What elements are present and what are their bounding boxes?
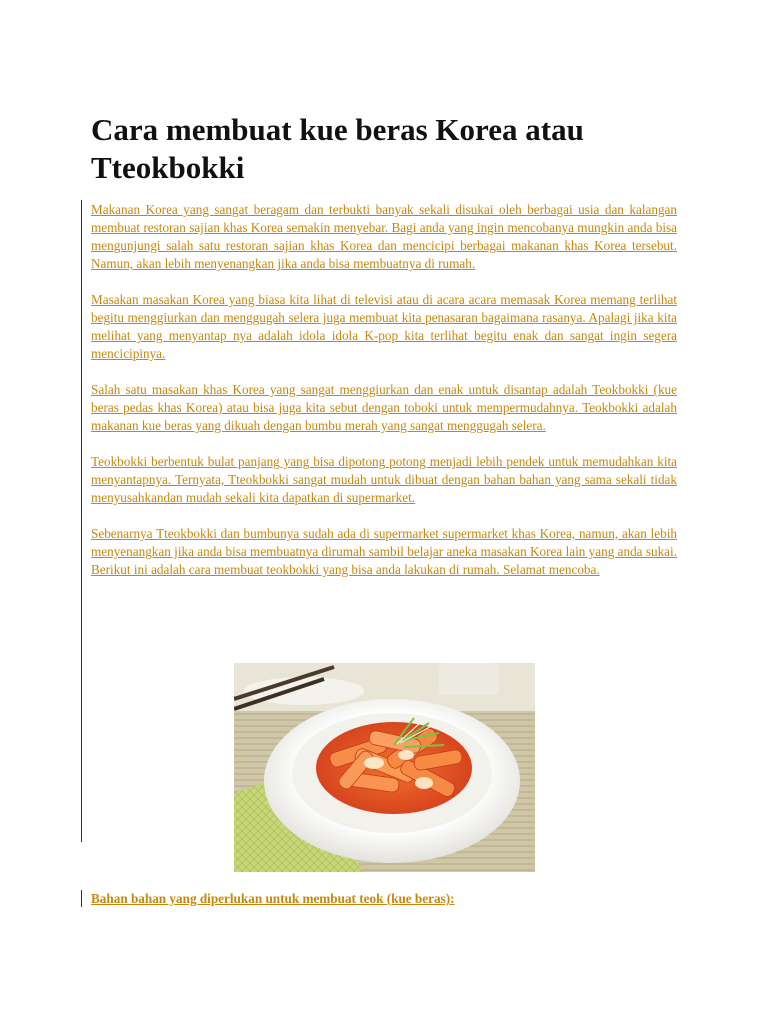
paragraph-teokbokki[interactable]: Salah satu masakan khas Korea yang sangat menggiurkan dan enak untuk disantap adalah Teokbokki (kue beras pedas khas Korea) atau bisa juga kita sebut dengan toboki untuk mempermudahnya. Teokbokki adalah makanan kue beras yang dikuah dengan bumbu merah yang sangat menggugah selera. — [91, 382, 677, 433]
change-bar — [81, 200, 82, 842]
paragraph-shape[interactable]: Teokbokki berbentuk bulat panjang yang bisa dipotong potong menjadi lebih pendek untuk memudahkan kita menyantapnya. Ternyata, Tteokbokki sangat mudah untuk dibuat dengan bahan bahan yang sama sekali tidak menyusahkandan mudah sekali kita dapatkan di supermarket. — [91, 454, 677, 505]
tteokbokki-photo — [234, 663, 535, 872]
tteokbokki-image — [234, 663, 535, 872]
ingredients-heading[interactable]: Bahan bahan yang diperlukan untuk membuat teok (kue beras): — [91, 891, 455, 906]
change-bar-subheading — [81, 890, 82, 907]
body-text — [91, 201, 677, 597]
paragraph-supermarket[interactable]: Sebenarnya Tteokbokki dan bumbunya sudah ada di supermarket supermarket khas Korea, namun, akan lebih menyenangkan jika anda bisa membuatnya dirumah sambil belajar aneka masakan Korea lain yang anda sukai. Berikut ini adalah cara membuat teokbokki yang bisa anda lakukan di rumah. Selamat mencoba. — [91, 526, 677, 577]
paragraph-tv[interactable]: Masakan masakan Korea yang biasa kita lihat di televisi atau di acara acara memasak Korea memang terlihat begitu menggiurkan dan menggugah selera juga membuat kita penasaran bagaimana rasanya. Apalagi jika kita melihat yang menyantap nya adalah idola idola K-pop kita terlihat begitu enak dan sangat ingin segera mencicipinya. — [91, 292, 677, 361]
page-title: Cara membuat kue beras Korea atau Tteokbokki — [91, 112, 584, 185]
paragraph-intro[interactable]: Makanan Korea yang sangat beragam dan terbukti banyak sekali disukai oleh berbagai usia dan kalangan membuat restoran sajian khas Korea semakin menyebar. Bagi anda yang ingin mencobanya mungkin anda bisa mengunjungi salah satu restoran sajian khas Korea dan mencicipi berbagai makanan khas Korea tersebut. Namun, akan lebih menyenangkan jika anda bisa membuatnya di rumah. — [91, 202, 677, 271]
